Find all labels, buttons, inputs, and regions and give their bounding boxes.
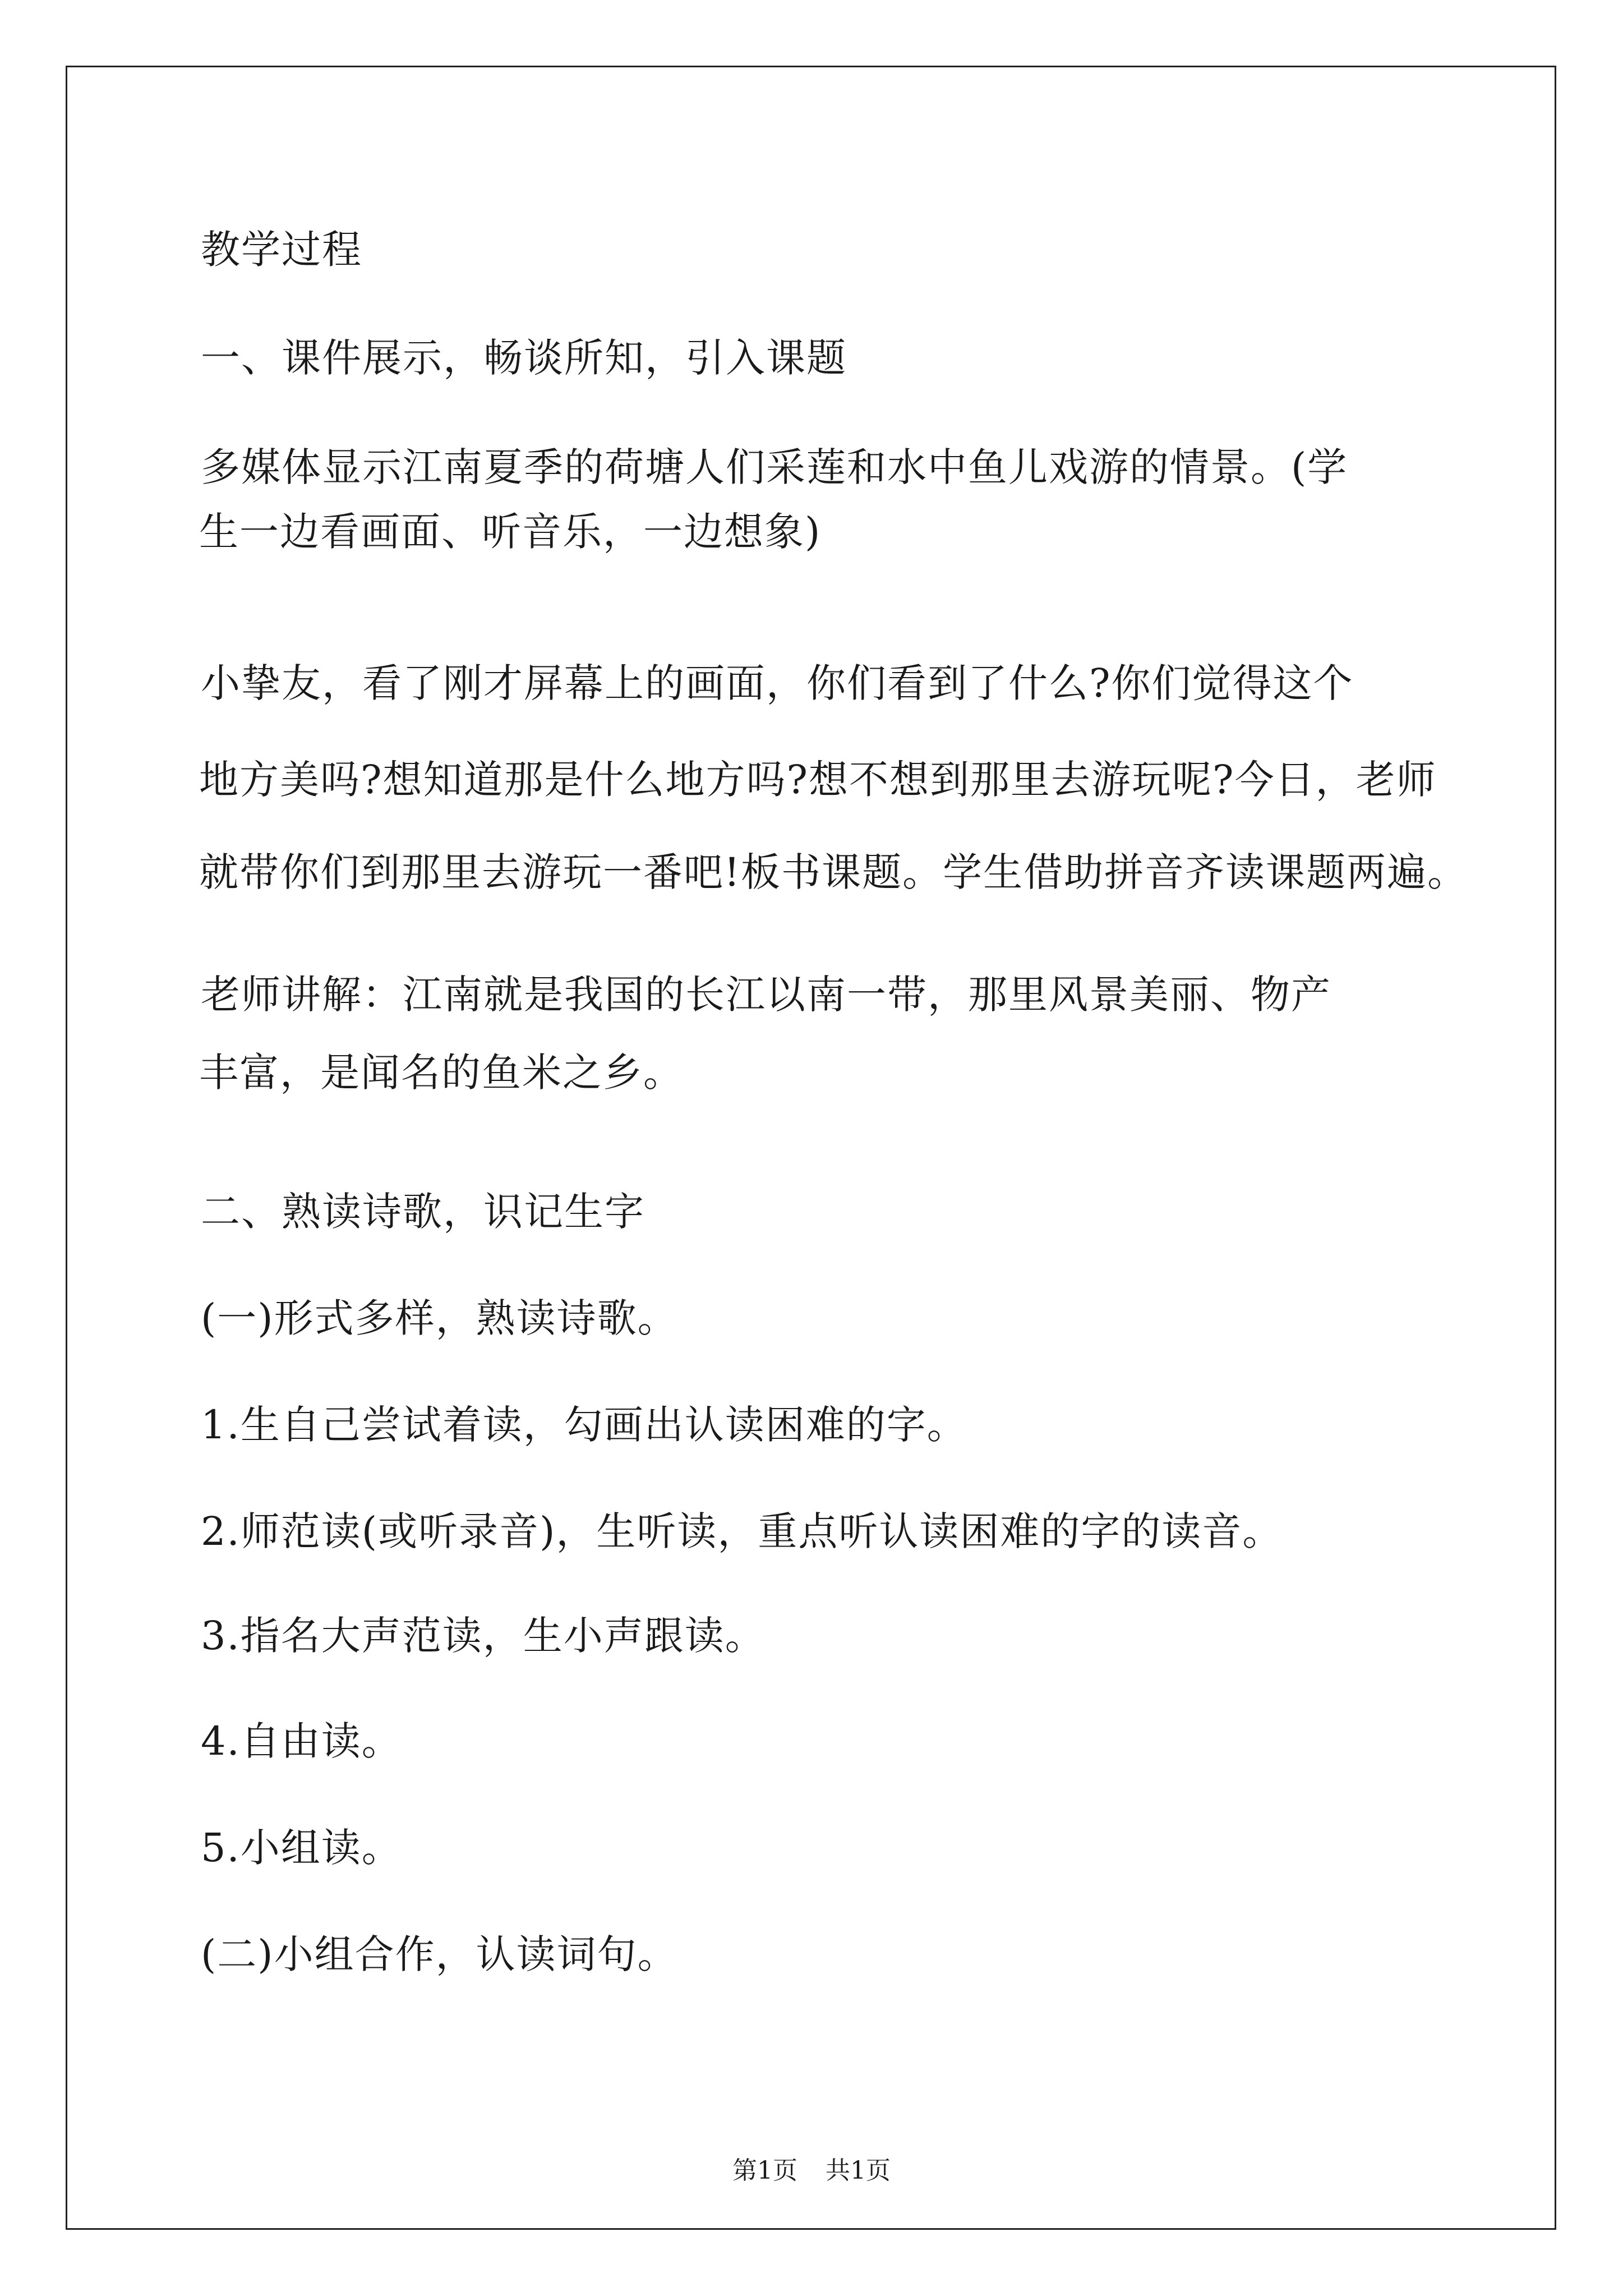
page-border <box>66 66 1556 2230</box>
step-5: 5.小组读。 <box>201 1825 402 1871</box>
document-heading: 教学过程 <box>201 227 362 273</box>
page-number-total: 共1页 <box>826 2156 891 2185</box>
page-number-current: 第1页 <box>732 2156 797 2185</box>
page-footer <box>0 2154 1623 2188</box>
step-3: 3.指名大声范读，生小声跟读。 <box>201 1613 766 1659</box>
section-2-title: 二、熟读诗歌，识记生字 <box>201 1189 645 1235</box>
paragraph-3-line-1: 老师讲解：江南就是我国的长江以南一带，那里风景美丽、物产 <box>201 972 1331 1018</box>
paragraph-2-line-2: 地方美吗?想知道那是什么地方吗?想不想到那里去游玩呢?今日，老师 <box>199 757 1437 803</box>
section-1-title: 一、课件展示，畅谈所知，引入课题 <box>201 335 847 381</box>
step-1: 1.生自己尝试着读，勾画出认读困难的字。 <box>201 1402 967 1448</box>
step-2: 2.师范读(或听录音)，生听读，重点听认读困难的字的读音。 <box>201 1508 1283 1554</box>
subsection-2-title: (二)小组合作，认读词句。 <box>201 1931 678 1977</box>
step-4: 4.自由读。 <box>201 1718 402 1764</box>
paragraph-2-line-3: 就带你们到那里去游玩一番吧!板书课题。学生借助拼音齐读课题两遍。 <box>199 849 1468 895</box>
subsection-1-title: (一)形式多样，熟读诗歌。 <box>201 1295 678 1341</box>
paragraph-3-line-2: 丰富，是闻名的鱼米之乡。 <box>199 1050 684 1096</box>
paragraph-1-line-2: 生一边看画面、听音乐，一边想象) <box>199 509 822 555</box>
paragraph-2-line-1: 小挚友，看了刚才屏幕上的画面，你们看到了什么?你们觉得这个 <box>201 660 1354 706</box>
paragraph-1-line-1: 多媒体显示江南夏季的荷塘人们采莲和水中鱼儿戏游的情景。(学 <box>201 444 1348 490</box>
